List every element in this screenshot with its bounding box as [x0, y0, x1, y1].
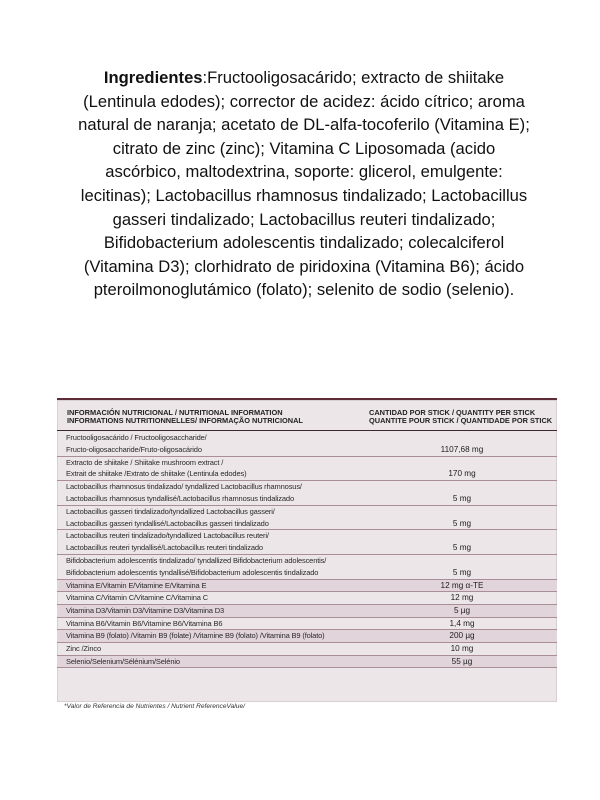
table-row	[57, 580, 557, 593]
nutrient-name: Vitamina C/Vitamin C/Vitamine C/Vitamina C	[66, 593, 208, 603]
nutrient-quantity: 12 mg	[450, 593, 474, 603]
nutrient-quantity: 5 mg	[452, 518, 472, 528]
header-quantity-per-stick: CANTIDAD POR STICK / QUANTITY PER STICK QUANTITE POUR STICK / QUANTIDADE POR STICK	[369, 408, 553, 426]
nutrient-quantity: 1,4 mg	[449, 618, 475, 628]
table-row	[57, 643, 557, 656]
ingredients-heading: Ingredientes	[103, 68, 203, 87]
nutrient-name: Vitamina B6/Vitamin B6/Vitamine B6/Vitamina B6	[66, 618, 223, 628]
table-row	[57, 656, 557, 669]
nutrient-quantity: 12 mg α-TE	[440, 580, 484, 590]
table-header	[57, 400, 557, 431]
nutrient-quantity: 1107,68 mg	[440, 444, 484, 454]
nutrient-quantity: 5 mg	[452, 567, 472, 577]
nutrient-quantity: 5 mg	[452, 494, 472, 504]
nutrient-quantity: 5 µg	[453, 605, 471, 615]
ingredients-paragraph	[78, 66, 530, 302]
footnote: *Valor de Referencia de Nutrientes / Nutrient ReferenceValue/	[64, 703, 245, 710]
table-row	[57, 630, 557, 643]
nutrient-name: Lactobacillus gasseri tindalizado/tyndallized Lactobacillus gasseri/ Lactobacillus gasseri tyndallisé/Lactobacillus gasseri tindalizado	[66, 506, 275, 528]
nutrient-quantity: 170 mg	[448, 469, 476, 479]
table-row	[57, 481, 557, 506]
nutrient-quantity: 55 µg	[451, 656, 473, 666]
nutrient-name: Lactobacillus rhamnosus tindalizado/ tyndallized Lactobacillus rhamnosus/ Lactobacillus rhamnosus tyndallisé/Lactobacillus rhamnosus tindalizado	[66, 482, 302, 503]
nutrient-name: Bifidobacterium adolescentis tindalizado/ tyndallized Bifidobacterium adolescentis/ Bifidobacterium adolescentis tyndallisé/Bifidobacterium adolescentis tindalizado	[66, 555, 327, 577]
nutrition-table	[57, 398, 557, 702]
nutrient-name: Extracto de shiitake / Shiitake mushroom extract / Extrait de shiitake /Extrato de shiitake (Lentinula edodes)	[66, 457, 247, 479]
table-row	[57, 432, 557, 457]
nutrient-quantity: 10 mg	[450, 643, 474, 653]
ingredients-text: :Fructooligosacárido; extracto de shiitake (Lentinula edodes); corrector de acidez: ácido cítrico; aroma natural de naranja; acetato de DL-alfa-tocoferilo (Vitamina E); citrato de zinc (zinc); Vitamina C Liposomada (acido ascórbico, maltodextrina, soporte: glicerol, emulgente: lecitinas); Lactobacillus rhamnosus tindalizado; Lactobacillus gasseri tindalizado; Lactobacillus reuteri tindalizado; Bifidobacterium adolescentis tindalizado; colecalciferol (Vitamina D3); clorhidrato de piridoxina (Vitamina B6); ácido pteroilmonoglutámico (folato); selenito de sodio (selenio).	[78, 68, 530, 300]
table-row	[57, 605, 557, 618]
nutrient-quantity: 200 µg	[449, 631, 475, 641]
table-row	[57, 457, 557, 482]
nutrient-name: Zinc /Zinco	[66, 644, 102, 653]
table-row	[57, 555, 557, 580]
nutrient-name: Selenio/Selenium/Sélénium/Selénio	[66, 656, 180, 666]
header-nutritional-information: INFORMACIÓN NUTRICIONAL / NUTRITIONAL INFORMATION INFORMATIONS NUTRITIONNELLES/ INFORMAÇÃO NUTRICIONAL	[67, 408, 303, 426]
table-row	[57, 506, 557, 531]
nutrient-name: Vitamina D3/Vitamin D3/Vitamine D3/Vitamina D3	[66, 605, 225, 615]
nutrient-name: Lactobacillus reuteri tindalizado/tyndallized Lactobacillus reuteri/ Lactobacillus reuteri tyndallisé/Lactobacillus reuteri tindalizado	[66, 531, 269, 553]
table-row	[57, 530, 557, 555]
nutrient-name: Vitamina E/Vitamin E/Vitamine E/Vitamina E	[66, 580, 207, 590]
table-body	[57, 432, 557, 668]
nutrient-name: Vitamina B9 (folato) /Vitamin B9 (folate) /Vitamine B9 (folato) /Vitamina B9 (folato)	[66, 631, 325, 641]
nutrient-name: Fructooligosacárido / Fructooligosaccharide/ Fructo-oligosaccharide/Fruto-oligosacárido	[66, 433, 207, 454]
table-row	[57, 618, 557, 631]
table-row	[57, 592, 557, 605]
nutrient-quantity: 5 mg	[452, 543, 472, 553]
